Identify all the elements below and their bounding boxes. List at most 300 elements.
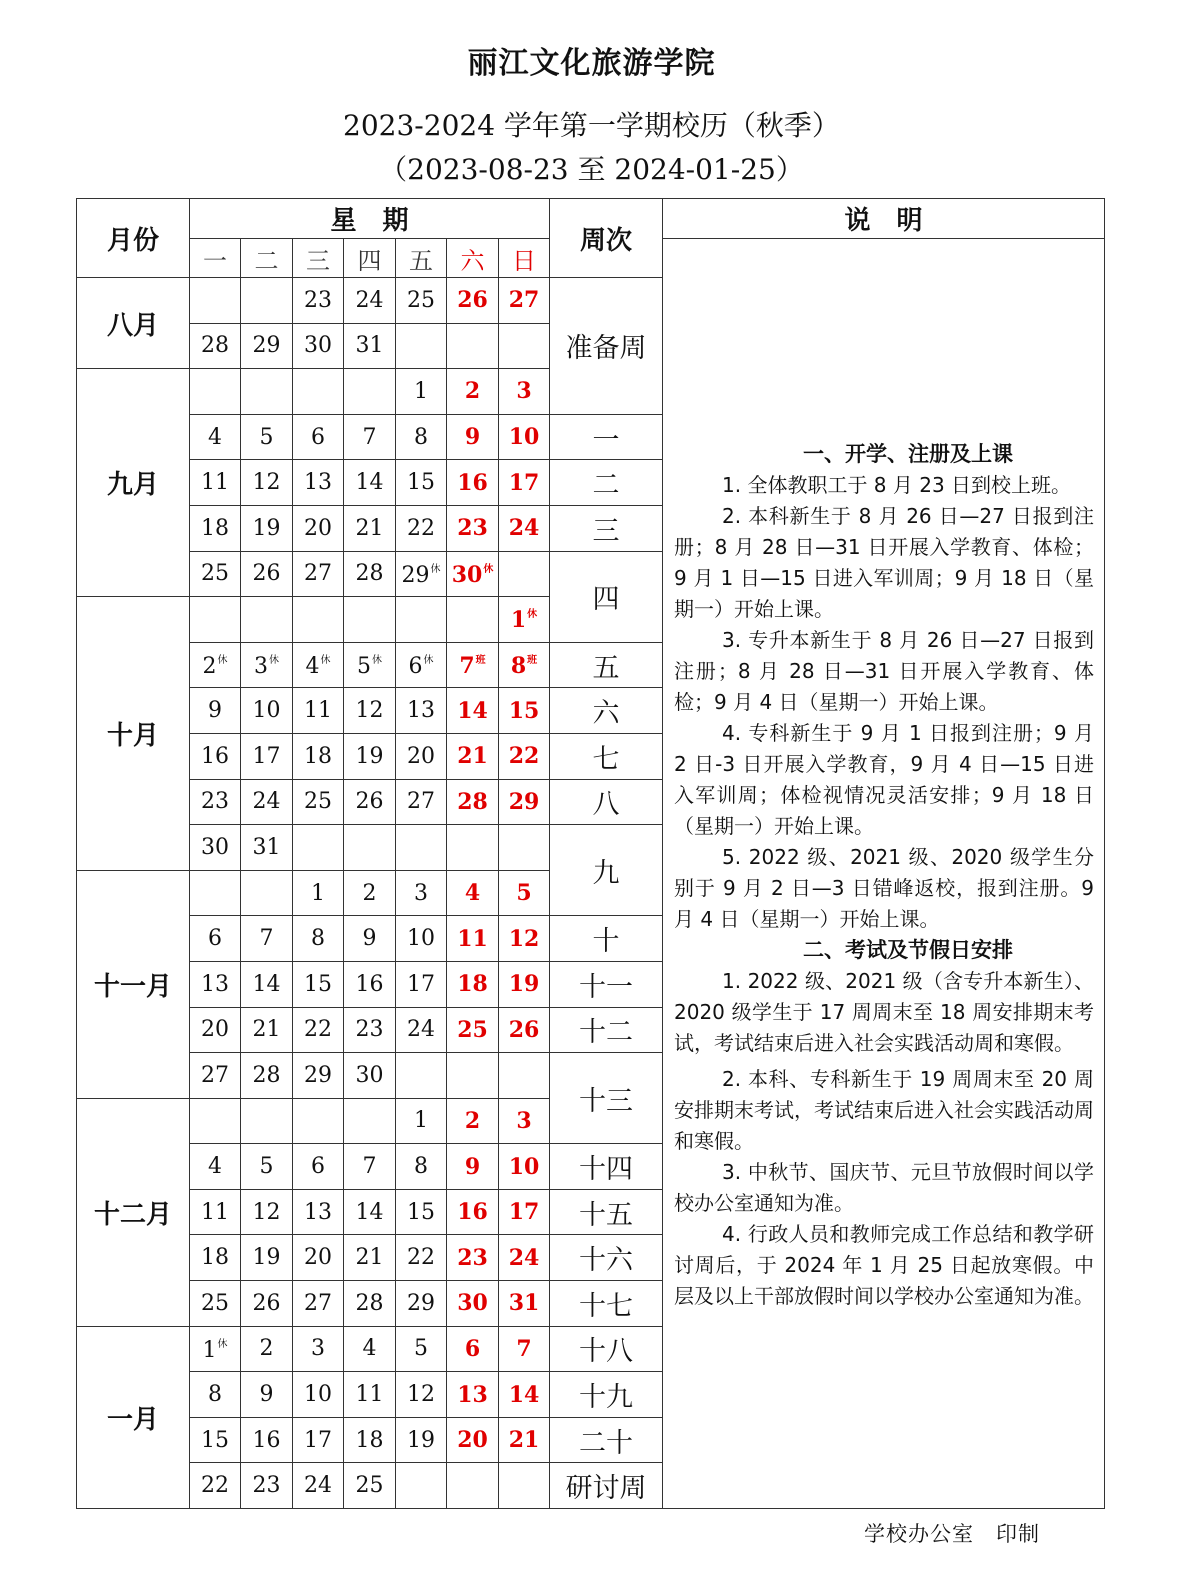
weekday-sun: 日 bbox=[499, 239, 550, 278]
calendar-day bbox=[396, 779, 447, 825]
calendar-day bbox=[344, 1281, 396, 1327]
calendar-day bbox=[499, 870, 550, 916]
month-label: 十二月 bbox=[77, 1098, 190, 1326]
day-number: 4 bbox=[208, 1154, 222, 1180]
day-number: 10 bbox=[304, 1382, 332, 1408]
calendar-day bbox=[499, 961, 550, 1007]
calendar-day bbox=[344, 1417, 396, 1463]
calendar-day bbox=[293, 961, 344, 1007]
calendar-day bbox=[241, 961, 293, 1007]
calendar-day bbox=[499, 1144, 550, 1190]
calendar-day bbox=[396, 323, 447, 369]
day-number: 27 bbox=[508, 287, 540, 314]
day-number: 2 bbox=[362, 880, 377, 906]
day-number: 20 bbox=[304, 1245, 332, 1271]
day-number: 26 bbox=[252, 561, 281, 587]
calendar-day bbox=[396, 688, 447, 734]
calendar-day bbox=[499, 551, 550, 597]
calendar-day bbox=[293, 1098, 344, 1144]
calendar-day bbox=[241, 1053, 293, 1099]
week-number: 十一 bbox=[550, 961, 663, 1007]
day-number: 20 bbox=[407, 743, 435, 769]
day-number: 19 bbox=[252, 515, 281, 541]
calendar-day bbox=[499, 460, 550, 506]
calendar-day bbox=[396, 1189, 447, 1235]
calendar-day bbox=[241, 597, 293, 643]
calendar-day bbox=[190, 1281, 241, 1327]
day-number: 6 bbox=[464, 1335, 481, 1362]
week-number: 一 bbox=[550, 414, 663, 460]
calendar-day bbox=[447, 1235, 499, 1281]
weekday-mon: 一 bbox=[190, 239, 241, 278]
day-number: 20 bbox=[201, 1017, 229, 1043]
week-number: 七 bbox=[550, 733, 663, 779]
calendar-day bbox=[396, 916, 447, 962]
week-number: 二 bbox=[550, 460, 663, 506]
calendar-day bbox=[241, 1463, 293, 1509]
calendar-day bbox=[499, 1326, 550, 1372]
day-number: 4 bbox=[362, 1336, 377, 1362]
holiday-rest-marker: 休 bbox=[423, 655, 434, 667]
calendar-day bbox=[499, 916, 550, 962]
calendar-day bbox=[396, 369, 447, 415]
calendar-day bbox=[293, 916, 344, 962]
day-number: 6 bbox=[311, 424, 325, 450]
calendar-day bbox=[499, 733, 550, 779]
notes-item: 5. 2022 级、2021 级、2020 级学生分别于 9 月 2 日—3 日错峰返校，报到注册。9 月 4 日（星期一）开始上课。 bbox=[674, 845, 1094, 932]
calendar-day bbox=[499, 688, 550, 734]
calendar-day bbox=[396, 1281, 447, 1327]
calendar-day bbox=[190, 1372, 241, 1418]
day-number: 26 bbox=[252, 1290, 281, 1316]
calendar-day bbox=[344, 1007, 396, 1053]
day-number: 4 bbox=[208, 424, 222, 450]
calendar-day bbox=[344, 733, 396, 779]
day-number: 11 bbox=[355, 1382, 384, 1408]
calendar-day bbox=[447, 1189, 499, 1235]
day-number: 31 bbox=[252, 834, 281, 860]
notes-panel bbox=[663, 239, 1105, 1509]
day-number: 3 bbox=[516, 378, 532, 405]
calendar-day bbox=[293, 1144, 344, 1190]
calendar-day bbox=[447, 961, 499, 1007]
day-number: 19 bbox=[407, 1427, 435, 1453]
calendar-day bbox=[396, 414, 447, 460]
day-number: 14 bbox=[252, 971, 281, 997]
calendar-day bbox=[499, 1098, 550, 1144]
school-calendar-table bbox=[76, 198, 1105, 1509]
notes-item: 3. 专升本新生于 8 月 26 日—27 日报到注册；8 月 28 日—31 日开展入学教育、体检；9 月 4 日（星期一）开始上课。 bbox=[674, 628, 1094, 715]
day-number: 5 bbox=[259, 424, 274, 450]
calendar-day bbox=[344, 688, 396, 734]
day-number: 28 bbox=[201, 333, 229, 359]
calendar-day bbox=[241, 551, 293, 597]
day-number: 25 bbox=[355, 1473, 384, 1499]
day-number: 23 bbox=[201, 789, 229, 815]
day-number: 30 bbox=[451, 561, 483, 588]
calendar-day bbox=[344, 460, 396, 506]
day-number: 14 bbox=[508, 1381, 540, 1408]
week-number: 二十 bbox=[550, 1417, 663, 1463]
week-number: 六 bbox=[550, 688, 663, 734]
calendar-day bbox=[190, 1235, 241, 1281]
month-label: 十一月 bbox=[77, 870, 190, 1098]
calendar-day bbox=[344, 369, 396, 415]
calendar-day bbox=[447, 1098, 499, 1144]
printed-by: 学校办公室 印制 bbox=[864, 1522, 1040, 1546]
calendar-day bbox=[499, 1372, 550, 1418]
day-number: 26 bbox=[508, 1016, 540, 1043]
calendar-day bbox=[241, 733, 293, 779]
calendar-day bbox=[447, 1053, 499, 1099]
calendar-day bbox=[396, 733, 447, 779]
month-label: 九月 bbox=[77, 369, 190, 597]
calendar-day bbox=[293, 597, 344, 643]
calendar-day bbox=[447, 1417, 499, 1463]
calendar-day bbox=[293, 642, 344, 688]
calendar-day bbox=[447, 870, 499, 916]
day-number: 2 bbox=[259, 1336, 274, 1362]
day-number: 8 bbox=[414, 1154, 428, 1180]
day-number: 20 bbox=[457, 1427, 488, 1454]
calendar-day bbox=[447, 369, 499, 415]
calendar-day bbox=[499, 642, 550, 688]
calendar-day bbox=[344, 505, 396, 551]
calendar-day bbox=[293, 460, 344, 506]
calendar-day bbox=[447, 916, 499, 962]
calendar-day bbox=[241, 1189, 293, 1235]
school-name: 丽江文化旅游学院 bbox=[467, 46, 716, 81]
calendar-day bbox=[499, 1189, 550, 1235]
notes-item: 1. 2022 级、2021 级（含专升本新生）、2020 级学生于 17 周周末至 18 周安排期末考试，考试结束后进入社会实践活动周和寒假。 bbox=[674, 969, 1094, 1056]
calendar-day bbox=[241, 369, 293, 415]
day-number: 3 bbox=[254, 654, 268, 680]
calendar-day bbox=[241, 916, 293, 962]
week-number: 十二 bbox=[550, 1007, 663, 1053]
day-number: 25 bbox=[407, 287, 435, 313]
calendar-day bbox=[499, 1007, 550, 1053]
day-number: 23 bbox=[457, 515, 488, 542]
month-label: 一月 bbox=[77, 1326, 190, 1509]
calendar-day bbox=[241, 323, 293, 369]
calendar-day bbox=[396, 597, 447, 643]
day-number: 7 bbox=[362, 424, 377, 450]
calendar-day bbox=[293, 1372, 344, 1418]
calendar-day bbox=[396, 1144, 447, 1190]
calendar-day bbox=[241, 779, 293, 825]
day-number: 30 bbox=[304, 333, 332, 359]
calendar-day bbox=[344, 961, 396, 1007]
calendar-day bbox=[344, 1326, 396, 1372]
day-number: 24 bbox=[508, 1244, 540, 1271]
day-number: 27 bbox=[407, 789, 435, 815]
day-number: 21 bbox=[508, 1427, 540, 1454]
calendar-day bbox=[447, 1372, 499, 1418]
day-number: 28 bbox=[252, 1062, 281, 1088]
calendar-day bbox=[447, 414, 499, 460]
day-number: 6 bbox=[408, 654, 423, 680]
day-number: 28 bbox=[355, 561, 384, 587]
day-number: 25 bbox=[201, 561, 229, 587]
calendar-day bbox=[190, 1098, 241, 1144]
week-number: 准备周 bbox=[550, 278, 663, 415]
calendar-day bbox=[396, 642, 447, 688]
calendar-day bbox=[447, 1281, 499, 1327]
calendar-day bbox=[499, 1463, 550, 1509]
calendar-day bbox=[499, 505, 550, 551]
calendar-day bbox=[396, 1326, 447, 1372]
day-number: 19 bbox=[508, 971, 540, 998]
day-number: 20 bbox=[304, 515, 332, 541]
calendar-day bbox=[447, 1144, 499, 1190]
day-number: 29 bbox=[407, 1290, 435, 1316]
calendar-day bbox=[293, 278, 344, 324]
day-number: 7 bbox=[259, 926, 274, 952]
calendar-day bbox=[241, 414, 293, 460]
day-number: 15 bbox=[407, 1199, 435, 1225]
calendar-day bbox=[396, 460, 447, 506]
day-number: 29 bbox=[401, 562, 430, 588]
date-range: （2023-08-23 至 2024-01-25） bbox=[379, 153, 804, 186]
day-number: 14 bbox=[355, 470, 384, 496]
day-number: 7 bbox=[516, 1335, 532, 1362]
day-number: 22 bbox=[407, 515, 435, 541]
weekday-sat: 六 bbox=[447, 239, 499, 278]
day-number: 4 bbox=[464, 880, 481, 907]
day-number: 2 bbox=[464, 1107, 481, 1134]
day-number: 11 bbox=[304, 698, 332, 724]
day-number: 23 bbox=[355, 1017, 384, 1043]
day-number: 27 bbox=[304, 561, 332, 587]
day-number: 16 bbox=[457, 1199, 488, 1226]
day-number: 18 bbox=[355, 1427, 384, 1453]
day-number: 30 bbox=[201, 834, 229, 860]
calendar-day bbox=[190, 323, 241, 369]
calendar-day bbox=[499, 414, 550, 460]
weekday-fri: 五 bbox=[396, 239, 447, 278]
day-number: 3 bbox=[516, 1107, 532, 1134]
day-number: 5 bbox=[414, 1336, 428, 1362]
day-number: 19 bbox=[252, 1245, 281, 1271]
calendar-day bbox=[447, 1463, 499, 1509]
calendar-day bbox=[499, 1281, 550, 1327]
day-number: 24 bbox=[355, 287, 384, 313]
calendar-day bbox=[499, 779, 550, 825]
day-number: 8 bbox=[311, 926, 325, 952]
day-number: 18 bbox=[304, 743, 332, 769]
notes-item: 4. 专科新生于 9 月 1 日报到注册；9 月 2 日-3 日开展入学教育，9 月 4 日—15 日进入军训周；体检视情况灵活安排；9 月 18 日（星期一）开始上课。 bbox=[674, 721, 1094, 839]
day-number: 14 bbox=[355, 1199, 384, 1225]
day-number: 1 bbox=[510, 607, 527, 634]
day-number: 23 bbox=[304, 287, 332, 313]
calendar-day bbox=[190, 1053, 241, 1099]
calendar-day bbox=[293, 1007, 344, 1053]
day-number: 1 bbox=[202, 1337, 217, 1363]
calendar-day bbox=[344, 870, 396, 916]
week-number: 十 bbox=[550, 916, 663, 962]
day-number: 31 bbox=[508, 1290, 540, 1317]
calendar-day bbox=[447, 688, 499, 734]
calendar-day bbox=[190, 825, 241, 871]
month-label: 八月 bbox=[77, 278, 190, 369]
day-number: 17 bbox=[252, 743, 281, 769]
weekday-thu: 四 bbox=[344, 239, 396, 278]
calendar-day bbox=[241, 505, 293, 551]
day-number: 15 bbox=[407, 470, 435, 496]
day-number: 3 bbox=[414, 880, 428, 906]
notes-section-title: 二、考试及节假日安排 bbox=[803, 938, 1013, 963]
calendar-day bbox=[447, 642, 499, 688]
makeup-workday-marker: 班 bbox=[527, 655, 538, 667]
calendar-day bbox=[447, 733, 499, 779]
week-number: 九 bbox=[550, 825, 663, 916]
calendar-day bbox=[293, 369, 344, 415]
notes-item: 3. 中秋节、国庆节、元旦节放假时间以学校办公室通知为准。 bbox=[674, 1160, 1094, 1216]
week-number: 十九 bbox=[550, 1372, 663, 1418]
day-number: 13 bbox=[457, 1381, 488, 1408]
week-number: 研讨周 bbox=[550, 1463, 663, 1509]
calendar-day bbox=[293, 825, 344, 871]
calendar-day bbox=[241, 1372, 293, 1418]
week-number: 十三 bbox=[550, 1053, 663, 1144]
month-label: 十月 bbox=[77, 597, 190, 871]
day-number: 7 bbox=[362, 1154, 377, 1180]
calendar-day bbox=[447, 779, 499, 825]
calendar-day bbox=[396, 961, 447, 1007]
calendar-day bbox=[344, 1053, 396, 1099]
day-number: 24 bbox=[407, 1017, 435, 1043]
calendar-day bbox=[190, 460, 241, 506]
calendar-day bbox=[344, 1098, 396, 1144]
day-number: 27 bbox=[304, 1290, 332, 1316]
holiday-rest-marker: 休 bbox=[217, 655, 228, 667]
month-header: 月份 bbox=[77, 199, 190, 278]
day-number: 12 bbox=[407, 1382, 435, 1408]
day-number: 11 bbox=[201, 1199, 229, 1225]
day-number: 15 bbox=[201, 1427, 229, 1453]
calendar-day bbox=[499, 825, 550, 871]
day-number: 23 bbox=[252, 1473, 281, 1499]
calendar-day bbox=[190, 505, 241, 551]
calendar-day bbox=[447, 825, 499, 871]
holiday-rest-marker: 休 bbox=[320, 655, 331, 667]
day-number: 17 bbox=[304, 1427, 332, 1453]
day-number: 13 bbox=[407, 698, 435, 724]
calendar-day bbox=[241, 1007, 293, 1053]
day-number: 2 bbox=[464, 378, 481, 405]
calendar-day bbox=[241, 1326, 293, 1372]
day-number: 18 bbox=[457, 971, 488, 998]
calendar-day bbox=[344, 414, 396, 460]
calendar-day bbox=[241, 1417, 293, 1463]
day-number: 22 bbox=[407, 1245, 435, 1271]
day-number: 16 bbox=[201, 743, 229, 769]
day-number: 18 bbox=[201, 1245, 229, 1271]
holiday-rest-marker: 休 bbox=[269, 655, 279, 667]
day-number: 1 bbox=[414, 378, 428, 404]
day-number: 16 bbox=[252, 1427, 281, 1453]
day-number: 28 bbox=[355, 1290, 384, 1316]
day-number: 9 bbox=[362, 926, 377, 952]
calendar-day bbox=[447, 505, 499, 551]
day-number: 10 bbox=[508, 424, 540, 451]
day-number: 8 bbox=[414, 424, 428, 450]
calendar-day bbox=[293, 505, 344, 551]
day-number: 15 bbox=[304, 971, 332, 997]
day-number: 22 bbox=[304, 1017, 332, 1043]
week-number: 十六 bbox=[550, 1235, 663, 1281]
holiday-rest-marker: 休 bbox=[217, 1338, 228, 1350]
calendar-day bbox=[396, 1053, 447, 1099]
holiday-rest-marker: 休 bbox=[430, 563, 441, 575]
calendar-day bbox=[190, 414, 241, 460]
calendar-day bbox=[190, 597, 241, 643]
calendar-day bbox=[293, 1281, 344, 1327]
week-number: 三 bbox=[550, 505, 663, 551]
day-number: 9 bbox=[208, 698, 222, 724]
day-number: 14 bbox=[457, 697, 488, 724]
calendar-day bbox=[190, 278, 241, 324]
day-number: 24 bbox=[508, 515, 540, 542]
calendar-day bbox=[190, 779, 241, 825]
day-number: 17 bbox=[508, 469, 540, 496]
week-number-header: 周次 bbox=[550, 199, 663, 278]
day-number: 17 bbox=[508, 1199, 540, 1226]
day-number: 9 bbox=[464, 1153, 481, 1180]
calendar-day bbox=[190, 961, 241, 1007]
calendar-day bbox=[396, 278, 447, 324]
calendar-day bbox=[396, 1098, 447, 1144]
day-number: 13 bbox=[304, 470, 332, 496]
day-number: 25 bbox=[304, 789, 332, 815]
calendar-day bbox=[241, 642, 293, 688]
week-number: 十七 bbox=[550, 1281, 663, 1327]
calendar-day bbox=[293, 323, 344, 369]
day-number: 18 bbox=[201, 515, 229, 541]
calendar-day bbox=[190, 369, 241, 415]
calendar-day bbox=[447, 278, 499, 324]
calendar-day bbox=[499, 1235, 550, 1281]
holiday-rest-marker: 休 bbox=[483, 563, 494, 575]
calendar-day bbox=[499, 597, 550, 643]
calendar-day bbox=[344, 597, 396, 643]
calendar-day bbox=[344, 1144, 396, 1190]
calendar-day bbox=[293, 1235, 344, 1281]
calendar-day bbox=[396, 870, 447, 916]
holiday-rest-marker: 休 bbox=[527, 609, 538, 621]
calendar-day bbox=[241, 1144, 293, 1190]
calendar-day bbox=[293, 1053, 344, 1099]
calendar-day bbox=[499, 278, 550, 324]
day-number: 16 bbox=[355, 971, 384, 997]
calendar-day bbox=[344, 278, 396, 324]
calendar-day bbox=[447, 1326, 499, 1372]
calendar-day bbox=[190, 916, 241, 962]
calendar-day bbox=[241, 1098, 293, 1144]
day-number: 23 bbox=[457, 1244, 488, 1271]
day-number: 24 bbox=[304, 1473, 332, 1499]
calendar-day bbox=[190, 1144, 241, 1190]
calendar-day bbox=[344, 825, 396, 871]
day-number: 12 bbox=[508, 925, 540, 952]
calendar-day bbox=[344, 1235, 396, 1281]
day-number: 5 bbox=[357, 654, 371, 680]
calendar-day bbox=[447, 460, 499, 506]
day-number: 12 bbox=[355, 698, 384, 724]
weekday-header: 星 期 bbox=[190, 199, 550, 239]
day-number: 22 bbox=[508, 743, 540, 770]
calendar-day bbox=[499, 1053, 550, 1099]
